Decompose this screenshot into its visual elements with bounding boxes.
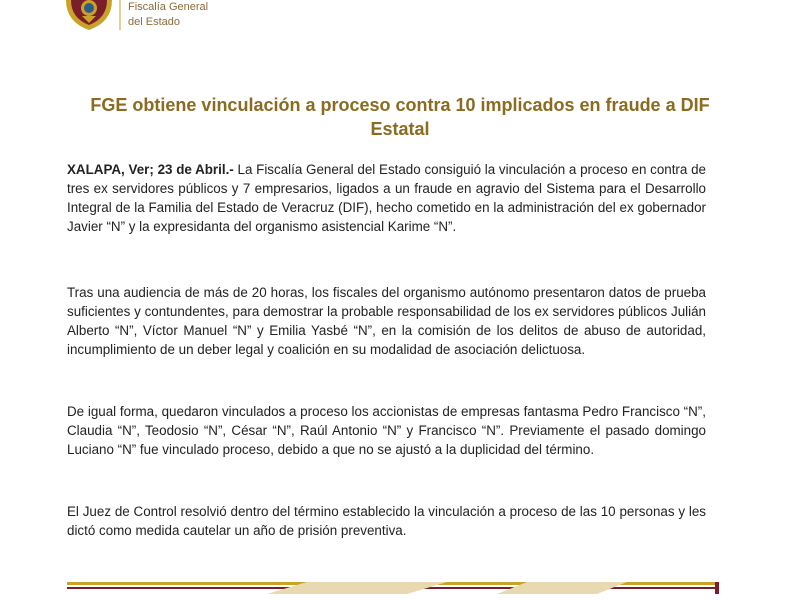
paragraph-1-text: La Fiscalía General del Estado consiguió la vinculación a proceso en contra de tres ex servidores públicos y 7 empresarios, ligados a un fraude en agravio del Sistema para el Desarrollo Integral de la Familia del Estado de Veracruz (DIF), hecho cometido en la administración del ex gobernador Javier “N” y la expresidanta del organismo asistencial Karime “N”. bbox=[67, 162, 706, 234]
paragraph-3: De igual forma, quedaron vinculados a proceso los accionistas de empresas fantasma Pedro Francisco “N”, Claudia “N”, Teodosio “N”, César “N”, Raúl Antonio “N” y Francisco “N”. Previamente el pasado domingo Luciano “N” fue vinculado proceso, debido a que no se ajustó a la duplicidad del término. bbox=[67, 404, 706, 457]
dateline: XALAPA, Ver; 23 de Abril.- bbox=[67, 162, 234, 177]
state-seal-icon bbox=[64, 0, 114, 30]
agency-name-line2: del Estado bbox=[128, 16, 180, 28]
agency-name bbox=[128, 0, 208, 30]
paragraph-4: El Juez de Control resolvió dentro del término establecido la vinculación a proceso de las 10 personas y les dictó como medida cautelar un año de prisión preventiva. bbox=[67, 504, 706, 538]
footer-decoration bbox=[67, 582, 719, 594]
press-release-title: FGE obtiene vinculación a proceso contra 10 implicados en fraude a DIF Estatal bbox=[90, 95, 710, 139]
paragraph-2: Tras una audiencia de más de 20 horas, los fiscales del organismo autónomo presentaron datos de prueba suficientes y contundentes, para demostrar la probable responsabilidad de los ex servidores públicos Julián Alberto “N”, Víctor Manuel “N” y Emilia Yasbé “N”, en la comisión de los delitos de abuso de autoridad, incumplimiento de un deber legal y coalición en su modalidad de asociación delictuosa. bbox=[67, 285, 706, 357]
paragraph-1 bbox=[67, 160, 706, 236]
agency-name-line1: Fiscalía General bbox=[128, 1, 209, 13]
